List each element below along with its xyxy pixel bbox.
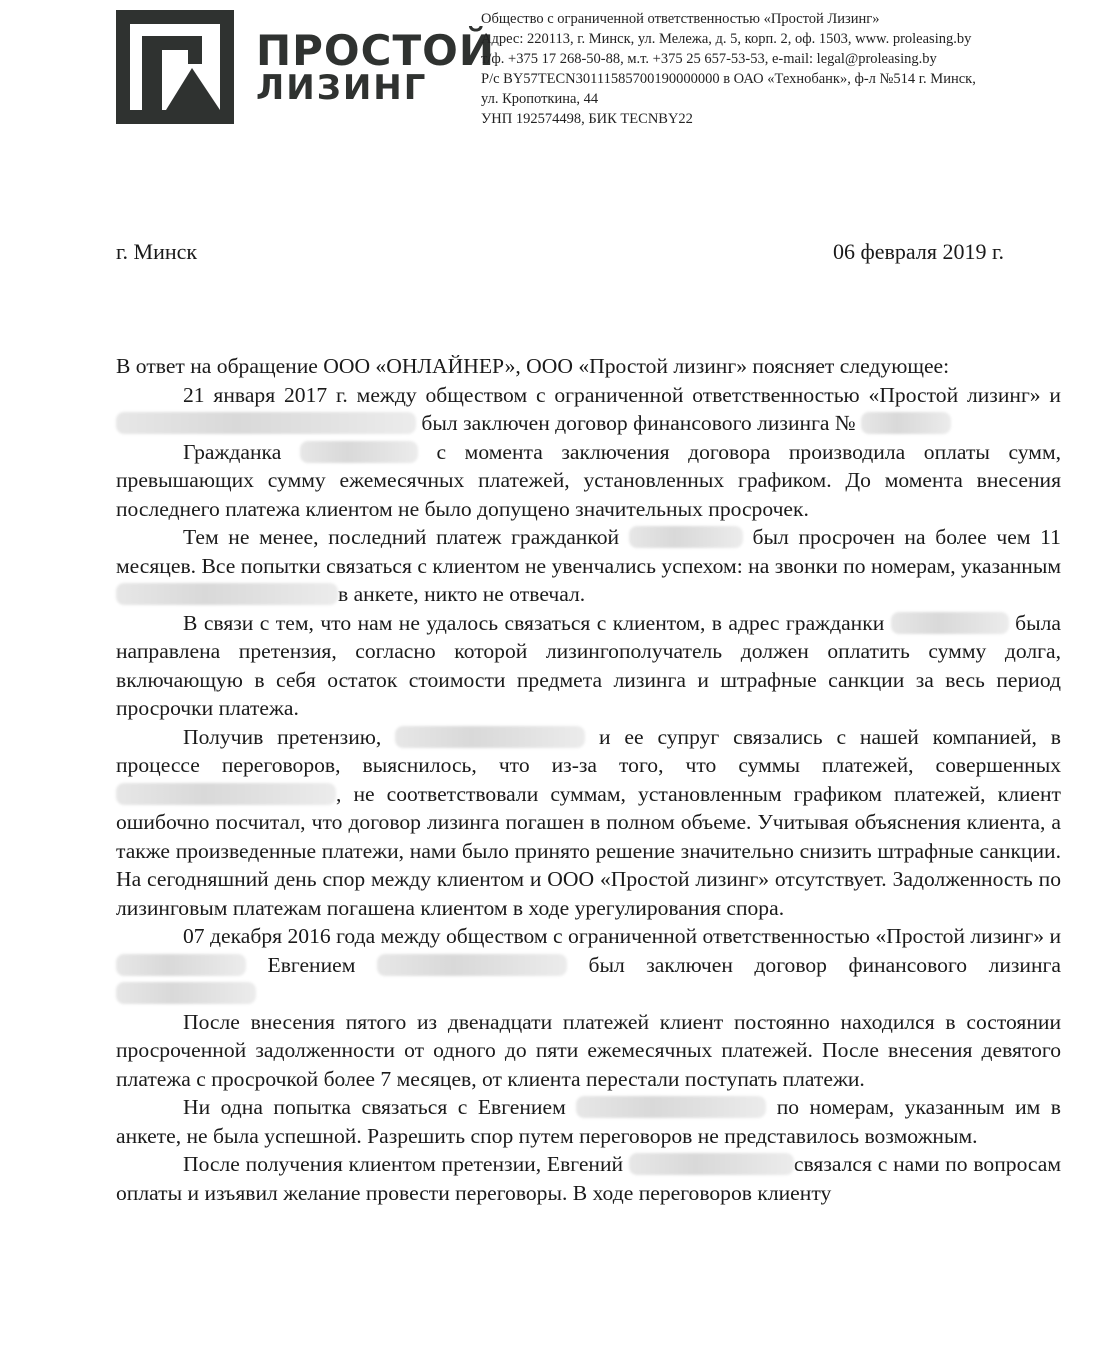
paragraph-text: , не соответствовали суммам, установленным графиком платежей, клиент ошибочно посчитал, что договор лизинга погашен в полном объеме. Учитывая объяснения клиента, а также произведенные платежи, нами было принято решение значительно снизить штрафные санкции. На сегодняшний день спор между клиентом и ООО «Простой лизинг» отсутствует. Задолженность по лизинговым платежам погашена клиентом в ходе урегулирования спора. bbox=[116, 781, 1061, 920]
paragraph bbox=[116, 609, 1061, 723]
redacted-number bbox=[116, 982, 256, 1004]
company-logo-icon bbox=[116, 10, 234, 124]
paragraph bbox=[116, 523, 1061, 609]
requisites-line: УНП 192574498, БИК TECNBY22 bbox=[481, 111, 693, 127]
redacted-name bbox=[116, 954, 246, 976]
redacted-name bbox=[116, 412, 416, 434]
redacted-name bbox=[116, 783, 336, 805]
paragraph-text: с момента заключения договора производила оплаты сумм, превышающих сумму ежемесячных платежей, установленных графиком. До момента внесения последнего платежа клиентом не было допущено значительных просрочек. bbox=[116, 439, 1062, 521]
paragraph-text: В ответ на обращение ООО «ОНЛАЙНЕР», ООО «Простой лизинг» поясняет следующее: bbox=[116, 354, 950, 378]
redacted-name bbox=[576, 1096, 766, 1118]
redacted-name bbox=[116, 583, 338, 605]
requisites-line: Р/с BY57TECN30111585700190000000 в ОАО «Технобанк», ф-л №514 г. Минск, bbox=[481, 71, 976, 87]
paragraph-text: был заключен договор финансового лизинга bbox=[588, 952, 1061, 977]
paragraph-text: и ее супруг связались с нашей компанией, в процессе переговоров, выяснилось, что из-за того, что суммы платежей, совершенных bbox=[116, 724, 1061, 777]
paragraph-text: Тем не менее, последний платеж гражданкой bbox=[183, 525, 620, 549]
redacted-name bbox=[395, 726, 585, 748]
paragraph-text: Ни одна попытка связаться с Евгением bbox=[183, 1095, 566, 1119]
paragraph-text: в анкете, никто не отвечал. bbox=[338, 582, 586, 606]
paragraph bbox=[116, 723, 1061, 923]
paragraph-text: Гражданка bbox=[183, 439, 282, 464]
paragraph-text: был заключен договор финансового лизинга № bbox=[421, 411, 856, 435]
redacted-name bbox=[629, 1153, 794, 1175]
paragraph-text: После внесения пятого из двенадцати платежей клиент постоянно находился в состоянии просроченной задолженности от одного до пяти ежемесячных платежей. После внесения девятого платежа с просрочкой более 7 месяцев, от клиента перестали поступать платежи. bbox=[116, 1009, 1061, 1091]
paragraph-text: связался с нами по вопросам оплаты и изъявил желание провести переговоры. В ходе переговоров клиенту bbox=[116, 1152, 1061, 1205]
paragraph-text: была направлена претензия, согласно которой лизингополучатель должен оплатить сумму долга, включающую в себя остаток стоимости предмета лизинга и штрафные санкции за весь период просрочки платежа. bbox=[116, 610, 1061, 720]
redacted-number bbox=[861, 412, 951, 434]
redacted-name bbox=[629, 526, 743, 548]
paragraph bbox=[116, 438, 1061, 524]
paragraph bbox=[116, 1093, 1061, 1150]
paragraph-text: Евгением bbox=[267, 952, 356, 977]
logo-text-line1: ПРОСТОЙ bbox=[256, 26, 495, 75]
requisites-line: Общество с ограниченной ответственностью «Простой Лизинг» bbox=[481, 11, 880, 27]
logo-text-line2: ЛИЗИНГ bbox=[256, 68, 428, 108]
paragraph bbox=[116, 922, 1061, 1008]
paragraph bbox=[116, 352, 1061, 381]
paragraph-text: 21 января 2017 г. между обществом с ограниченной ответственностью «Простой лизинг» и bbox=[183, 382, 1061, 407]
company-requisites bbox=[481, 9, 1091, 129]
paragraph-text: После получения клиентом претензии, Евгений bbox=[183, 1152, 624, 1176]
letter-place: г. Минск bbox=[116, 239, 198, 264]
paragraph-text: 07 декабря 2016 года между обществом с ограниченной ответственностью «Простой лизинг» и bbox=[183, 924, 1061, 948]
redacted-name bbox=[891, 612, 1009, 634]
paragraph bbox=[116, 1008, 1061, 1094]
letter-body bbox=[116, 352, 1061, 1207]
paragraph bbox=[116, 381, 1061, 438]
requisites-line: т/ф. +375 17 268-50-88, м.т. +375 25 657-53-53, e-mail: legal@proleasing.by bbox=[481, 51, 937, 67]
paragraph-text: по номерам, указанным им в анкете, не была успешной. Разрешить спор путем переговоров не представилось возможным. bbox=[116, 1095, 1061, 1148]
redacted-name bbox=[300, 441, 418, 463]
requisites-line: ул. Кропоткина, 44 bbox=[481, 91, 599, 107]
paragraph-text: В связи с тем, что нам не удалось связаться с клиентом, в адрес гражданки bbox=[183, 610, 885, 635]
paragraph-text: был просрочен на более чем 11 месяцев. Все попытки связаться с клиентом не увенчались успехом: на звонки по номерам, указанным bbox=[116, 525, 1061, 578]
letter-date: 06 февраля 2019 г. bbox=[833, 239, 1005, 264]
paragraph bbox=[116, 1150, 1061, 1207]
requisites-line: Адрес: 220113, г. Минск, ул. Мележа, д. 5, корп. 2, оф. 1503, www. proleasing.by bbox=[481, 31, 972, 47]
redacted-name bbox=[377, 954, 567, 976]
paragraph-text: Получив претензию, bbox=[183, 724, 382, 749]
